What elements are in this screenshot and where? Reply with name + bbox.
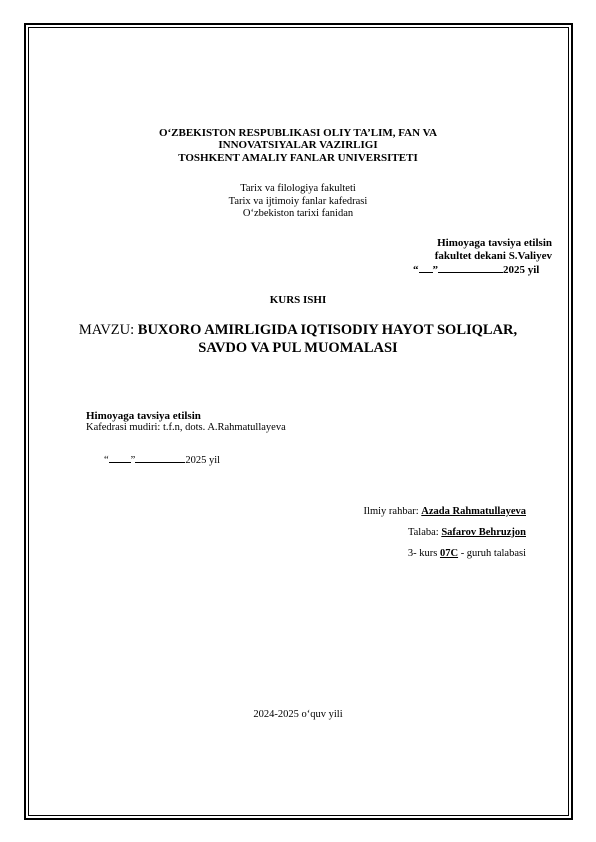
topic-label: MAVZU xyxy=(78,322,131,338)
group-suffix: - guruh talabasi xyxy=(458,548,526,559)
approval-bottom-date xyxy=(104,453,220,467)
date-month-blank xyxy=(135,453,185,463)
date-quote-open: “ xyxy=(413,264,419,276)
ministry-line-2: INNOVATSIYALAR VAZIRLIGI xyxy=(218,139,378,151)
date-year: 2025 yil xyxy=(185,455,221,466)
approval-top-line-1: Himoyaga tavsiya etilsin xyxy=(437,237,552,249)
approval-top-line-2: fakultet dekani S.Valiyev xyxy=(434,250,552,262)
date-quote-close: ” xyxy=(130,455,136,466)
approval-bottom-line-2: Kafedrasi mudiri: t.f.n, dots. A.Rahmatullayeva xyxy=(86,422,286,433)
date-quote-close: ” xyxy=(432,264,438,276)
date-year: 2025 yil xyxy=(503,264,540,276)
student-line xyxy=(266,527,526,539)
date-day-blank xyxy=(109,453,131,463)
subject-name: O‘zbekiston tarixi fanidan xyxy=(242,208,354,219)
academic-year: 2024-2025 o‘quv yili xyxy=(253,709,343,720)
group-code: 07C xyxy=(439,548,459,559)
work-type: KURS ISHI xyxy=(269,294,327,306)
faculty-name: Tarix va filologiya fakulteti xyxy=(240,183,356,194)
course-group-line xyxy=(266,548,526,560)
approval-top-date xyxy=(413,263,563,276)
topic-line-1 xyxy=(0,322,596,338)
topic-line-2: SAVDO VA PUL MUOMALASI xyxy=(198,340,398,356)
ministry-line-1: O‘ZBEKISTON RESPUBLIKASI OLIY TA’LIM, FAN VA xyxy=(158,127,438,139)
student-name: Safarov Behruzjon xyxy=(441,527,526,538)
date-quote-open: “ xyxy=(104,455,109,466)
supervisor-label: Ilmiy rahbar: xyxy=(363,506,422,517)
topic-colon: : xyxy=(130,322,138,338)
university-name: TOSHKENT AMALIY FANLAR UNIVERSITETI xyxy=(178,152,418,164)
date-day-blank xyxy=(419,263,433,273)
supervisor-line xyxy=(266,506,526,518)
supervisor-name: Azada Rahmatullayeva xyxy=(421,506,526,517)
approval-bottom-line-1: Himoyaga tavsiya etilsin xyxy=(86,410,201,422)
student-label: Talaba: xyxy=(407,527,442,538)
date-month-blank xyxy=(438,263,503,273)
chair-name: Tarix va ijtimoiy fanlar kafedrasi xyxy=(228,196,368,207)
topic-title-part-1: BUXORO AMIRLIGIDA IQTISODIY HAYOT SOLIQLAR, xyxy=(137,322,518,338)
course-prefix: 3- kurs xyxy=(407,548,440,559)
